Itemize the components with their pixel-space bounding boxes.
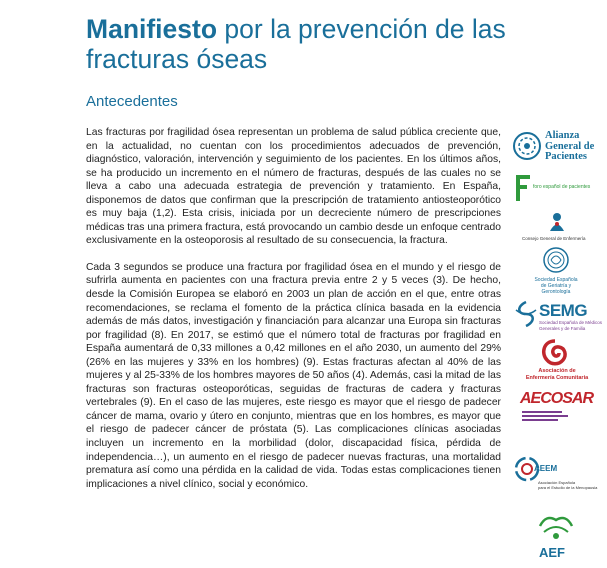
logo-aef — [508, 510, 607, 568]
aec-line1: Asociación de — [538, 368, 576, 374]
aeem-wordmark: AEEM — [534, 464, 558, 473]
logo-aeem — [508, 456, 607, 498]
foro-label: foro español de pacientes — [533, 184, 591, 190]
logo-aecosar — [508, 386, 607, 430]
consejo-label: Consejo General de Enfermería — [522, 236, 586, 241]
logo-segg — [508, 246, 607, 294]
logo-foro — [508, 175, 607, 205]
semg-emblem-icon — [513, 300, 539, 328]
consejo-emblem-icon — [547, 212, 567, 232]
logo-aec — [508, 338, 607, 386]
aeem-line2: para el Estudio de la Menopausia — [538, 485, 598, 490]
aec-line2: Enfermería Comunitaria — [525, 374, 589, 381]
aec-emblem-icon — [537, 338, 573, 368]
aecosar-tagline-icon — [522, 410, 582, 424]
foro-emblem-icon — [516, 175, 530, 201]
section-heading: Antecedentes — [86, 93, 178, 110]
aef-wordmark: AEF — [539, 545, 565, 560]
logo-alianza — [508, 128, 607, 168]
semg-line1: Sociedad Española de Médicos — [539, 320, 603, 325]
alianza-emblem-icon — [512, 130, 542, 162]
aecosar-wordmark: AECOSAR — [520, 390, 594, 407]
page-title — [86, 14, 506, 74]
segg-line1: Sociedad Española — [534, 277, 578, 283]
semg-wordmark: SEMG — [539, 301, 588, 320]
title-bold: Manifiesto — [86, 14, 218, 44]
segg-line2: de Geriatría y Gerontología — [540, 283, 572, 295]
semg-line2: Generales y de Familia — [539, 325, 586, 331]
aef-emblem-icon — [536, 510, 576, 542]
alianza-line1: Alianza — [545, 130, 580, 141]
paragraph-1: Las fracturas por fragilidad ósea representan un problema de salud pública creciente que, en la actualidad, no cuentan con los procedimientos adecuados de prevención, diagnóstico, valoración, intervención y seguimiento de los pacientes. En los últimos años, se ha producido un incremento en el número de fracturas, después de las cuales no se lleva a cabo una adecuada estrategia de prevención y tratamiento. En España, disponemos de datos que confirman que la prescripción de tratamiento antiosteoporótico es muy baja (1,2). Esta crisis, iniciada por un decreciente número de prescripciones médicas tras una primera fractura, está provocando un cambio desde un enfoque centrado exclusivamente en la osteoporosis al resultado de su consecuencia, la fractura. — [86, 127, 501, 247]
title-rest: por la prevención de las fracturas óseas — [86, 14, 506, 74]
body-text — [86, 126, 501, 504]
aeem-line1: Asociación Española — [538, 480, 576, 485]
segg-emblem-icon — [542, 246, 570, 276]
logo-consejo — [508, 212, 607, 244]
paragraph-2: Cada 3 segundos se produce una fractura por fragilidad ósea en el mundo y el riesgo de sufrirla aumenta en pacientes con una fractura previa entre 2 y 5 veces (3). De hecho, desde la Comisión Europea se elaboró en 2003 un plan de acción en el que, entre otras recomendaciones, se reclama el fomento de la práctica clínica basada en la evidencia además de más datos, investigación y financiación para alcanzar una Europa sin fracturas por fragilidad (8). En 2017, se estimó que el número total de fracturas por fragilidad en España aumentará de 0,33 millones a 0,42 millones en el año 2030, un aumento del 29% (26% en las mujeres y 33% en los hombres) (9). Estas fracturas afectan al 40% de las mujeres y al 25-33% de los hombres mayores de 50 años (4). Además, casi la mitad de las fracturas son fracturas osteoporóticas, seguidas de fracturas de cadera y fracturas vertebrales (9). En el caso de las mujeres, este riesgo es mayor que el riesgo de padecer cáncer de mama, ovario y útero en conjunto, mientras que en los hombres, es mayor que el riesgo de padecer cáncer de próstata (5). Las complicaciones clínicas asociadas incluyen un incremento en la morbilidad (dolor, discapacidad física, pérdida de independencia…), un aumento en el riesgo de padecer nuevas fracturas, una mortalidad prematura así como una pérdida en la calidad de vida. Todas estas complicaciones tienen implicaciones a nivel clínico, social y económico. — [86, 261, 501, 490]
logo-semg — [508, 300, 607, 336]
logo-column — [508, 124, 607, 568]
alianza-line3: Pacientes — [545, 151, 587, 162]
alianza-line2: General de — [545, 140, 595, 152]
